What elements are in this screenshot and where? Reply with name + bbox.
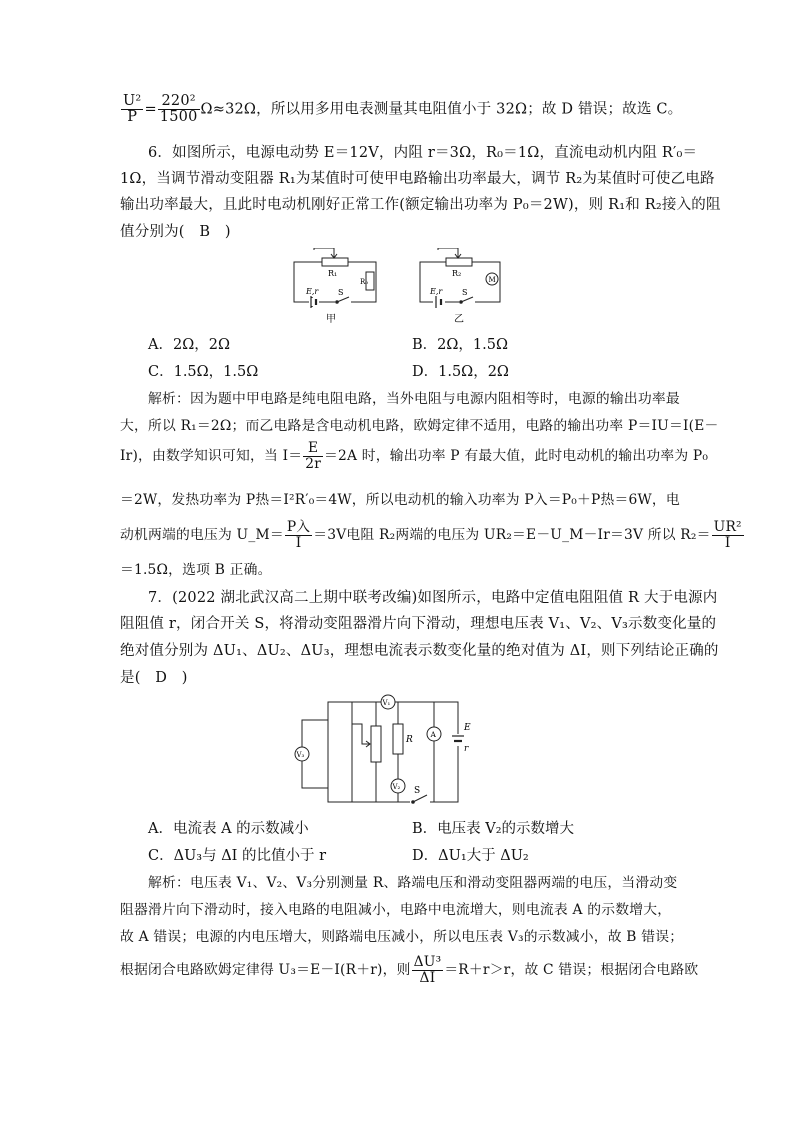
q5-tail-line [120,94,682,125]
frac-den: ΔI [419,970,436,986]
q7-stem-line-4: 是( D ) [120,670,188,686]
q6-analysis-line-4: ＝2W，发热功率为 P热＝I²R′₀＝4W，所以电动机的输入功率为 P入＝P₀＋P热＝6W，电 [120,492,680,508]
frac-den: 2r [305,456,322,472]
q7-stem-line-1: 7．(2022 湖北武汉高二上期中联考改编)如图所示，电路中定值电阻阻值 R 大于电源内 [148,590,718,606]
meter-a-label: A [430,730,436,739]
q7-analysis-line-1: 解析：电压表 V₁、V₂、V₃分别测量 R、路端电压和滑动变阻器两端的电压，当滑动变 [148,875,678,891]
label-s: S [338,288,344,297]
text: 根据闭合电路欧姆定律得 U₃＝E－I(R＋r)，则 [120,962,411,978]
q7-option-c: C．ΔU₃与 ΔI 的比值小于 r [148,848,327,864]
meter-v3-label: V₃ [296,751,305,759]
q7-stem-line-3: 绝对值分别为 ΔU₁、ΔU₂、ΔU₃，理想电流表示数变化量的绝对值为 ΔI，则下列结论正确的 [120,643,719,659]
q6-option-b: B．2Ω，1.5Ω [412,337,508,353]
text: Ir)，由数学知识可知，当 I＝ [120,448,303,464]
label-er: E,r [306,287,319,296]
meter-v2-label: V₂ [392,783,401,791]
q6-option-c: C．1.5Ω，1.5Ω [148,364,259,380]
q6-analysis-line-6: ＝1.5Ω，选项 B 正确。 [120,562,272,578]
frac-den: 1500 [159,109,198,125]
meter-v1-label: V₁ [382,699,391,707]
label-e: E [464,723,471,733]
text: ＝2A 时，输出功率 P 有最大值，此时电动机的输出功率为 P₀ [324,448,709,464]
q7-option-a: A．电流表 A 的示数减小 [148,821,309,837]
frac-den: I [295,535,302,551]
q6-analysis-line-2: 大，所以 R₁＝2Ω；而乙电路是含电动机电路，欧姆定律不适用，电路的输出功率 P＝IU＝I(E－ [120,418,719,434]
frac-num: E [303,441,323,457]
circuit-figure-yi [414,248,514,326]
circuit-figure-jia [288,248,388,326]
label-s: S [414,786,421,796]
frac-num: U² [123,93,142,109]
label-motor: M [488,276,496,284]
equals: = [144,101,157,118]
q7-analysis-line-3: 故 A 错误；电源的内电压增大，则路端电压减小，所以电压表 V₃的示数减小，故 B 错误； [120,929,684,945]
q6-analysis-line-5 [120,520,745,551]
q6-stem-line-2: 1Ω，当调节滑动变阻器 R₁为某值时可使甲电路输出功率最大，调节 R₂为某值时可使乙电路 [120,171,715,187]
label-er: E,r [430,287,443,296]
text: ＝R＋r＞r，故 C 错误；根据闭合电路欧 [444,962,699,978]
q7-analysis-line-4 [120,955,698,986]
q7-option-b: B．电压表 V₂的示数增大 [412,821,575,837]
frac-num: ΔU³ [413,954,442,970]
fraction-pin-over-i [285,520,312,551]
q7-option-d: D．ΔU₁大于 ΔU₂ [412,848,529,864]
q6-analysis-line-3 [120,441,708,472]
figure-caption-yi: 乙 [454,314,464,325]
text: 动机两端的电压为 U_M＝ [120,527,284,543]
q5-tail-text: Ω≈32Ω，所以用多用电表测量其电阻值小于 32Ω；故 D 错误；故选 C。 [200,101,683,118]
fraction-u2-over-p [121,94,143,125]
frac-num: 220² [158,94,200,110]
q6-option-a: A．2Ω，2Ω [148,337,230,353]
frac-num: UR² [713,519,742,535]
q6-stem-line-4: 值分别为( B ) [120,224,231,240]
label-r: R [406,735,413,745]
fraction-du3-over-di [412,955,444,986]
label-r1: R₁ [328,269,338,278]
q7-analysis-line-2: 阻器滑片向下滑动时，接入电路的电阻减小，电路中电流增大，则电流表 A 的示数增大， [120,902,672,918]
fraction-e-over-2r [303,441,323,472]
fraction-ur2-over-i [712,520,744,551]
frac-num: P入 [286,519,311,535]
label-r0: R₀ [360,278,369,286]
figure-caption-jia: 甲 [326,314,336,325]
label-r2: R₂ [452,269,462,278]
frac-den: I [724,535,731,551]
circuit-figure-q7 [294,690,476,808]
frac-den: P [127,109,138,125]
text: ＝3V电阻 R₂两端的电压为 UR₂＝E－U_M－Ir＝3V 所以 R₂＝ [313,527,711,543]
q6-stem-line-1: 6．如图所示，电源电动势 E＝12V，内阻 r＝3Ω，R₀＝1Ω，直流电动机内阻 R′₀＝ [148,145,698,161]
fraction-220sq-over-1500 [158,94,200,125]
label-internal-r: r [464,744,469,754]
q6-stem-line-3: 输出功率最大，且此时电动机刚好正常工作(额定输出功率为 P₀＝2W)，则 R₁和 R₂接入的阻 [120,197,721,213]
q7-stem-line-2: 阻阻值 r，闭合开关 S，将滑动变阻器滑片向下滑动，理想电压表 V₁、V₂、V₃示数变化量的 [120,616,717,632]
q6-analysis-line-1: 解析：因为题中甲电路是纯电阻电路，当外电阻与电源内阻相等时，电源的输出功率最 [148,391,680,407]
label-s: S [462,288,468,297]
q6-option-d: D．1.5Ω，2Ω [412,364,509,380]
